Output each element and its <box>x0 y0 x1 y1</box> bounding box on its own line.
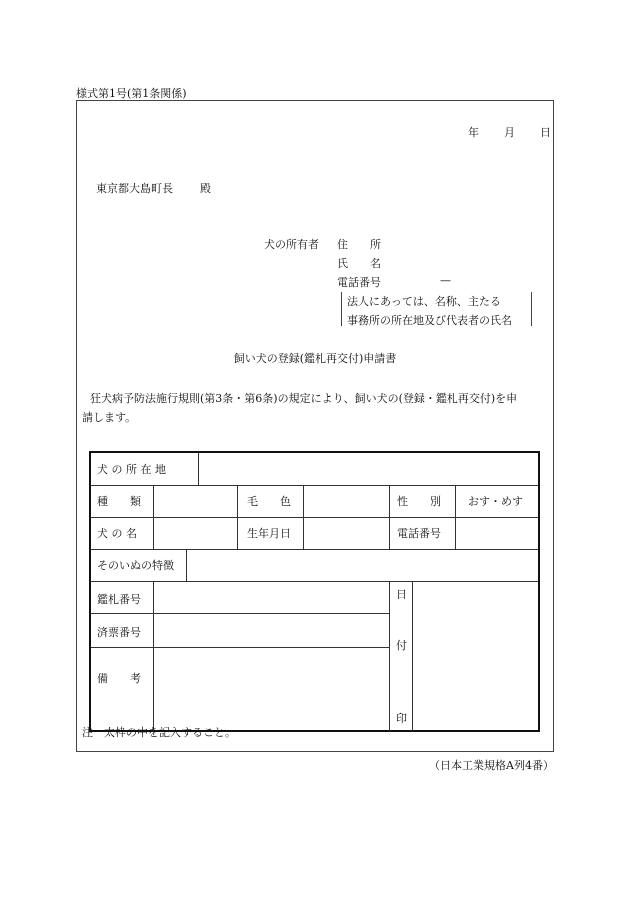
owner-phone-label: 電話番号 <box>337 276 381 289</box>
date-stamp-area[interactable] <box>413 582 536 730</box>
label-coat-color: 毛 色 <box>247 495 291 508</box>
label-features: そのいぬの特徴 <box>97 559 174 572</box>
owner-note-line1: 法人にあっては、名称、主たる <box>347 295 501 308</box>
field-coat-color[interactable] <box>304 486 388 516</box>
owner-note-right-bracket <box>531 292 532 326</box>
form-title: 飼い犬の登録(鑑札再交付)申請書 <box>233 352 397 365</box>
label-phone: 電話番号 <box>397 527 441 540</box>
label-remarks: 備 考 <box>97 672 141 685</box>
label-tag-number: 鑑札番号 <box>97 593 141 606</box>
field-birthdate[interactable] <box>304 518 388 548</box>
field-tag-number[interactable] <box>154 582 388 612</box>
paper-size-note: （日本工業規格A列4番） <box>429 759 554 772</box>
owner-note-left-bracket <box>341 292 342 326</box>
body-text-line2: 請します。 <box>82 411 137 424</box>
addressee-name: 東京都大島町長 <box>96 182 173 195</box>
owner-heading: 犬の所有者 <box>264 238 319 251</box>
sex-options[interactable]: おす・めす <box>468 495 523 508</box>
body-text-line1: 狂犬病予防法施行規則(第3条・第6条)の規定により、飼い犬の(登録・鑑札再交付)を申 <box>90 392 518 405</box>
footnote: 注 太枠の中を記入すること。 <box>82 726 236 739</box>
label-dog-location: 犬 の 所 在 地 <box>97 463 166 476</box>
date-year: 年 <box>468 126 479 139</box>
owner-name-label: 氏 名 <box>337 257 381 270</box>
label-receipt-number: 済票番号 <box>97 626 141 639</box>
field-features[interactable] <box>187 550 536 580</box>
date-stamp-char-day: 日 <box>396 588 407 601</box>
label-sex: 性 別 <box>397 495 441 508</box>
addressee-honorific: 殿 <box>200 182 211 195</box>
date-stamp-char-attach: 付 <box>396 639 407 652</box>
label-birthdate: 生年月日 <box>247 527 291 540</box>
field-dog-name[interactable] <box>154 518 236 548</box>
date-month: 月 <box>504 126 515 139</box>
date-stamp-char-seal: 印 <box>396 712 407 725</box>
owner-phone-dash: — <box>440 274 451 287</box>
owner-note-line2: 事務所の所在地及び代表者の氏名 <box>347 314 512 327</box>
date-day: 日 <box>540 126 551 139</box>
form-label: 様式第1号(第1条関係) <box>76 87 187 100</box>
field-remarks[interactable] <box>154 648 388 730</box>
field-dog-location[interactable] <box>199 454 536 484</box>
label-dog-name: 犬 の 名 <box>97 527 137 540</box>
field-breed[interactable] <box>154 486 236 516</box>
field-phone[interactable] <box>456 518 536 548</box>
registration-table <box>89 451 540 732</box>
label-breed: 種 類 <box>97 495 141 508</box>
owner-address-label: 住 所 <box>337 238 381 251</box>
field-receipt-number[interactable] <box>154 614 388 646</box>
